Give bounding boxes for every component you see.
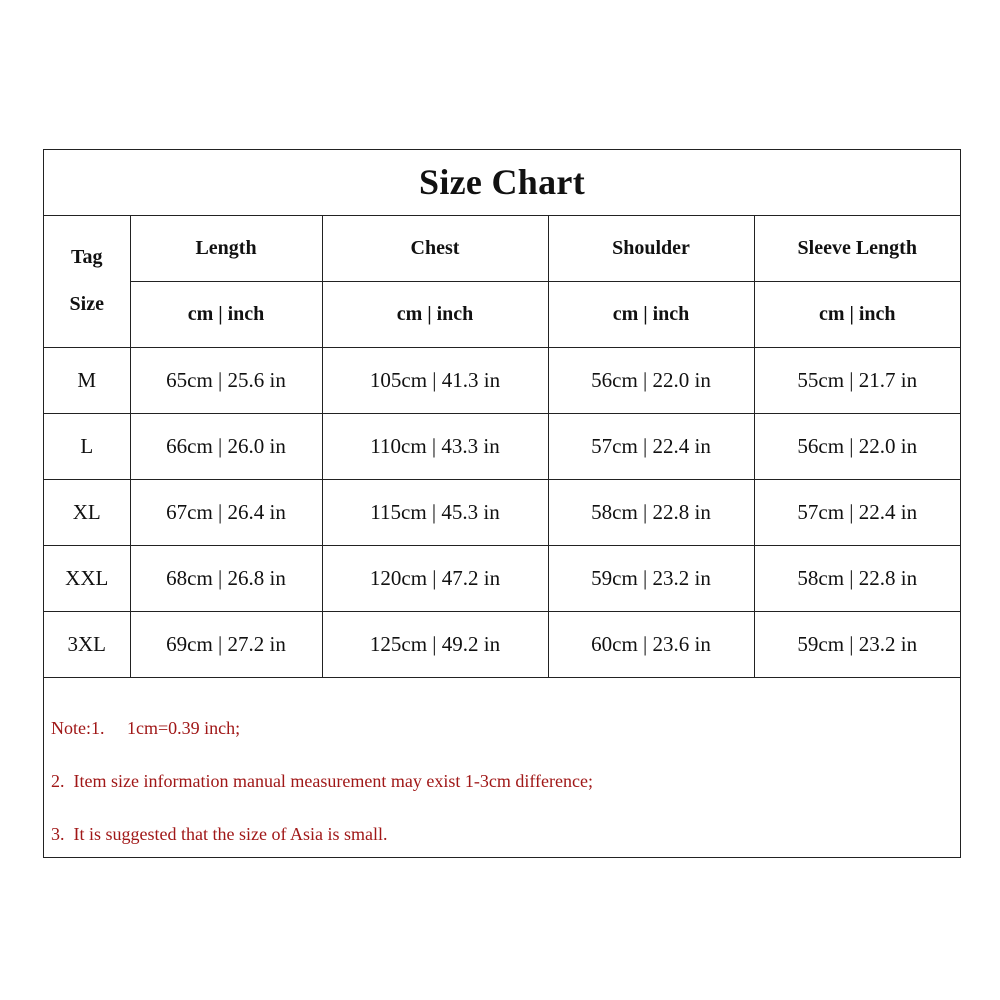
shoulder-value: 56cm | 22.0 in <box>548 347 754 413</box>
size-cell: XL <box>44 479 130 545</box>
note-3: 3. It is suggested that the size of Asia is small. <box>51 823 388 844</box>
shoulder-value: 60cm | 23.6 in <box>548 611 754 677</box>
size-cell: M <box>44 347 130 413</box>
unit-length: cm | inch <box>130 281 322 347</box>
column-header-sleeve-length: Sleeve Length <box>754 215 960 281</box>
sleeve-length-value: 59cm | 23.2 in <box>754 611 960 677</box>
sleeve-length-value: 56cm | 22.0 in <box>754 413 960 479</box>
sleeve-length-value: 58cm | 22.8 in <box>754 545 960 611</box>
note-2: 2. Item size information manual measurement may exist 1-3cm difference; <box>51 770 593 791</box>
column-header-length: Length <box>130 215 322 281</box>
length-value: 66cm | 26.0 in <box>130 413 322 479</box>
column-header-shoulder: Shoulder <box>548 215 754 281</box>
tag-size-header <box>44 215 130 347</box>
length-value: 69cm | 27.2 in <box>130 611 322 677</box>
table-row <box>44 545 960 611</box>
size-table <box>44 150 960 678</box>
unit-chest: cm | inch <box>322 281 548 347</box>
unit-row <box>44 281 960 347</box>
chart-title: Size Chart <box>44 150 960 215</box>
chest-value: 120cm | 47.2 in <box>322 545 548 611</box>
sleeve-length-value: 55cm | 21.7 in <box>754 347 960 413</box>
chest-value: 125cm | 49.2 in <box>322 611 548 677</box>
unit-shoulder: cm | inch <box>548 281 754 347</box>
table-row <box>44 611 960 677</box>
tag-label: Tag <box>70 246 103 268</box>
unit-sleeve-length: cm | inch <box>754 281 960 347</box>
table-row <box>44 479 960 545</box>
size-label-header: Size <box>69 293 104 315</box>
table-row <box>44 347 960 413</box>
size-chart <box>43 149 961 858</box>
sleeve-length-value: 57cm | 22.4 in <box>754 479 960 545</box>
chest-value: 105cm | 41.3 in <box>322 347 548 413</box>
shoulder-value: 59cm | 23.2 in <box>548 545 754 611</box>
notes-section <box>44 678 960 861</box>
size-cell: XXL <box>44 545 130 611</box>
shoulder-value: 58cm | 22.8 in <box>548 479 754 545</box>
chest-value: 115cm | 45.3 in <box>322 479 548 545</box>
length-value: 68cm | 26.8 in <box>130 545 322 611</box>
header-row <box>44 215 960 281</box>
shoulder-value: 57cm | 22.4 in <box>548 413 754 479</box>
length-value: 67cm | 26.4 in <box>130 479 322 545</box>
chest-value: 110cm | 43.3 in <box>322 413 548 479</box>
table-row <box>44 413 960 479</box>
size-cell: 3XL <box>44 611 130 677</box>
length-value: 65cm | 25.6 in <box>130 347 322 413</box>
title-row <box>44 150 960 215</box>
size-cell: L <box>44 413 130 479</box>
column-header-chest: Chest <box>322 215 548 281</box>
note-1: Note:1. 1cm=0.39 inch; <box>51 717 241 738</box>
